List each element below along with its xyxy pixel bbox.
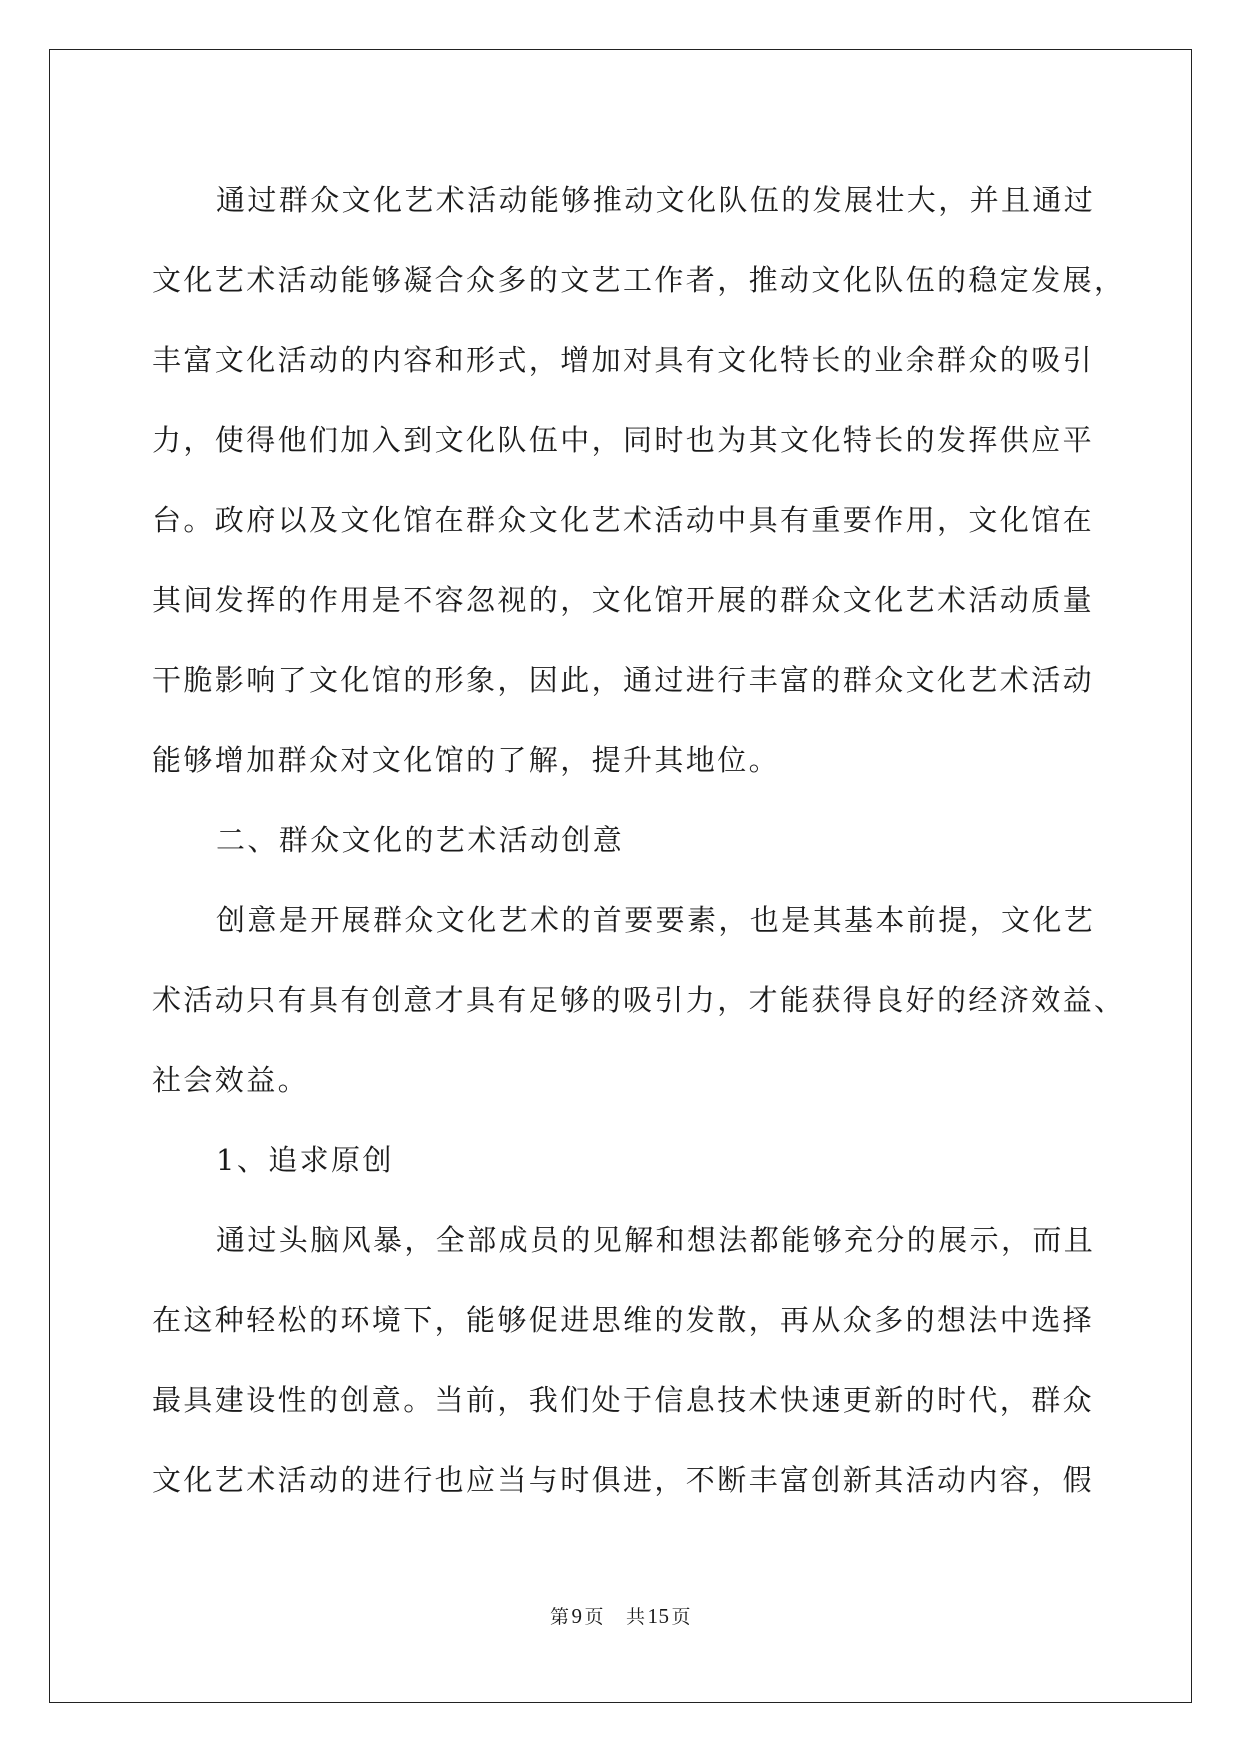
paragraph-line: 在这种轻松的环境下，能够促进思维的发散，再从众多的想法中选择 [152, 1303, 1095, 1337]
footer-page-suffix: 页 [584, 1606, 604, 1628]
paragraph-line: 通过群众文化艺术活动能够推动文化队伍的发展壮大，并且通过 [216, 183, 1096, 217]
paragraph-line: 术活动只有具有创意才具有足够的吸引力，才能获得良好的经济效益、 [152, 983, 1126, 1017]
document-body [152, 160, 1126, 1520]
paragraph-line: 台。政府以及文化馆在群众文化艺术活动中具有重要作用，文化馆在 [152, 503, 1095, 537]
footer-total-prefix: 共 [626, 1606, 646, 1628]
paragraph-line: 文化艺术活动能够凝合众多的文艺工作者，推动文化队伍的稳定发展， [152, 263, 1126, 297]
paragraph-line: 通过头脑风暴，全部成员的见解和想法都能够充分的展示，而且 [216, 1223, 1096, 1257]
paragraph-line: 力，使得他们加入到文化队伍中，同时也为其文化特长的发挥供应平 [152, 423, 1095, 457]
paragraph-line: 创意是开展群众文化艺术的首要要素，也是其基本前提，文化艺 [216, 903, 1096, 937]
footer-total-pages: 15 [647, 1604, 670, 1628]
paragraph-line: 其间发挥的作用是不容忽视的，文化馆开展的群众文化艺术活动质量 [152, 583, 1095, 617]
paragraph-line: 能够增加群众对文化馆的了解，提升其地位。 [152, 743, 781, 777]
paragraph-line: 社会效益。 [152, 1063, 310, 1097]
section-heading: 二、群众文化的艺术活动创意 [216, 823, 625, 857]
paragraph-line: 干脆影响了文化馆的形象，因此，通过进行丰富的群众文化艺术活动 [152, 663, 1095, 697]
footer-page-prefix: 第 [549, 1606, 570, 1628]
footer-page-number: 9 [571, 1604, 583, 1628]
footer-total-suffix: 页 [671, 1606, 692, 1628]
subsection-heading: 1、追求原创 [216, 1143, 394, 1177]
paragraph-line: 文化艺术活动的进行也应当与时俱进，不断丰富创新其活动内容，假 [152, 1463, 1095, 1497]
paragraph-line: 最具建设性的创意。当前，我们处于信息技术快速更新的时代，群众 [152, 1383, 1095, 1417]
paragraph-line: 丰富文化活动的内容和形式，增加对具有文化特长的业余群众的吸引 [152, 343, 1095, 377]
page-footer [0, 1602, 1241, 1629]
